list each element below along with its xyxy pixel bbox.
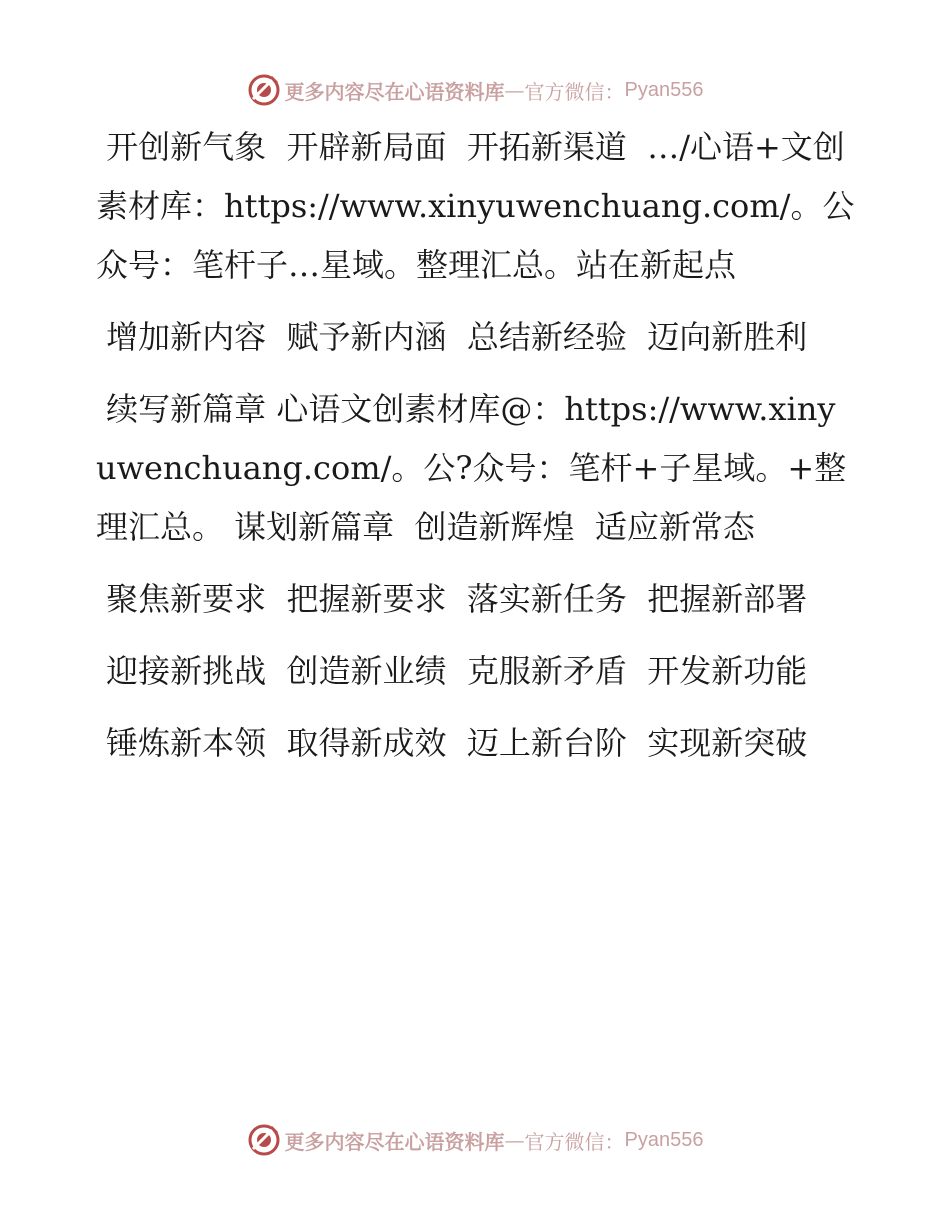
watermark-wechat-id: Pyan556 [624, 78, 704, 101]
footer-watermark [0, 1120, 950, 1160]
watermark-dash: — [504, 1128, 525, 1152]
logo-icon [247, 73, 281, 107]
watermark-wechat-label: 官方微信： [524, 79, 625, 104]
watermark-wechat-id: Pyan556 [624, 1128, 704, 1151]
watermark-brand: 更多内容尽在心语资料库 [284, 79, 505, 104]
paragraph: 增加新内容 赋予新内涵 总结新经验 迈向新胜利 [96, 318, 808, 356]
watermark-wechat-label: 官方微信： [524, 1129, 625, 1154]
watermark-brand: 更多内容尽在心语资料库 [284, 1129, 505, 1154]
document-body [96, 118, 856, 786]
watermark-dash: — [504, 78, 525, 102]
paragraph: 续写新篇章 心语文创素材库@：https://www.xinyuwenchuang.com/。公?众号：笔杆+子星域。+整理汇总。 谋划新篇章 创造新辉煌 适应新常态 [96, 390, 847, 546]
paragraph: 锤炼新本领 取得新成效 迈上新台阶 实现新突破 [96, 724, 808, 762]
paragraph: 开创新气象 开辟新局面 开拓新渠道 …/心语+文创素材库：https://www.xinyuwenchuang.com/。公众号：笔杆子…星域。整理汇总。站在新起点 [96, 128, 855, 284]
header-watermark [0, 70, 950, 110]
paragraph: 迎接新挑战 创造新业绩 克服新矛盾 开发新功能 [96, 652, 808, 690]
paragraph: 聚焦新要求 把握新要求 落实新任务 把握新部署 [96, 580, 808, 618]
logo-icon [247, 1123, 281, 1157]
